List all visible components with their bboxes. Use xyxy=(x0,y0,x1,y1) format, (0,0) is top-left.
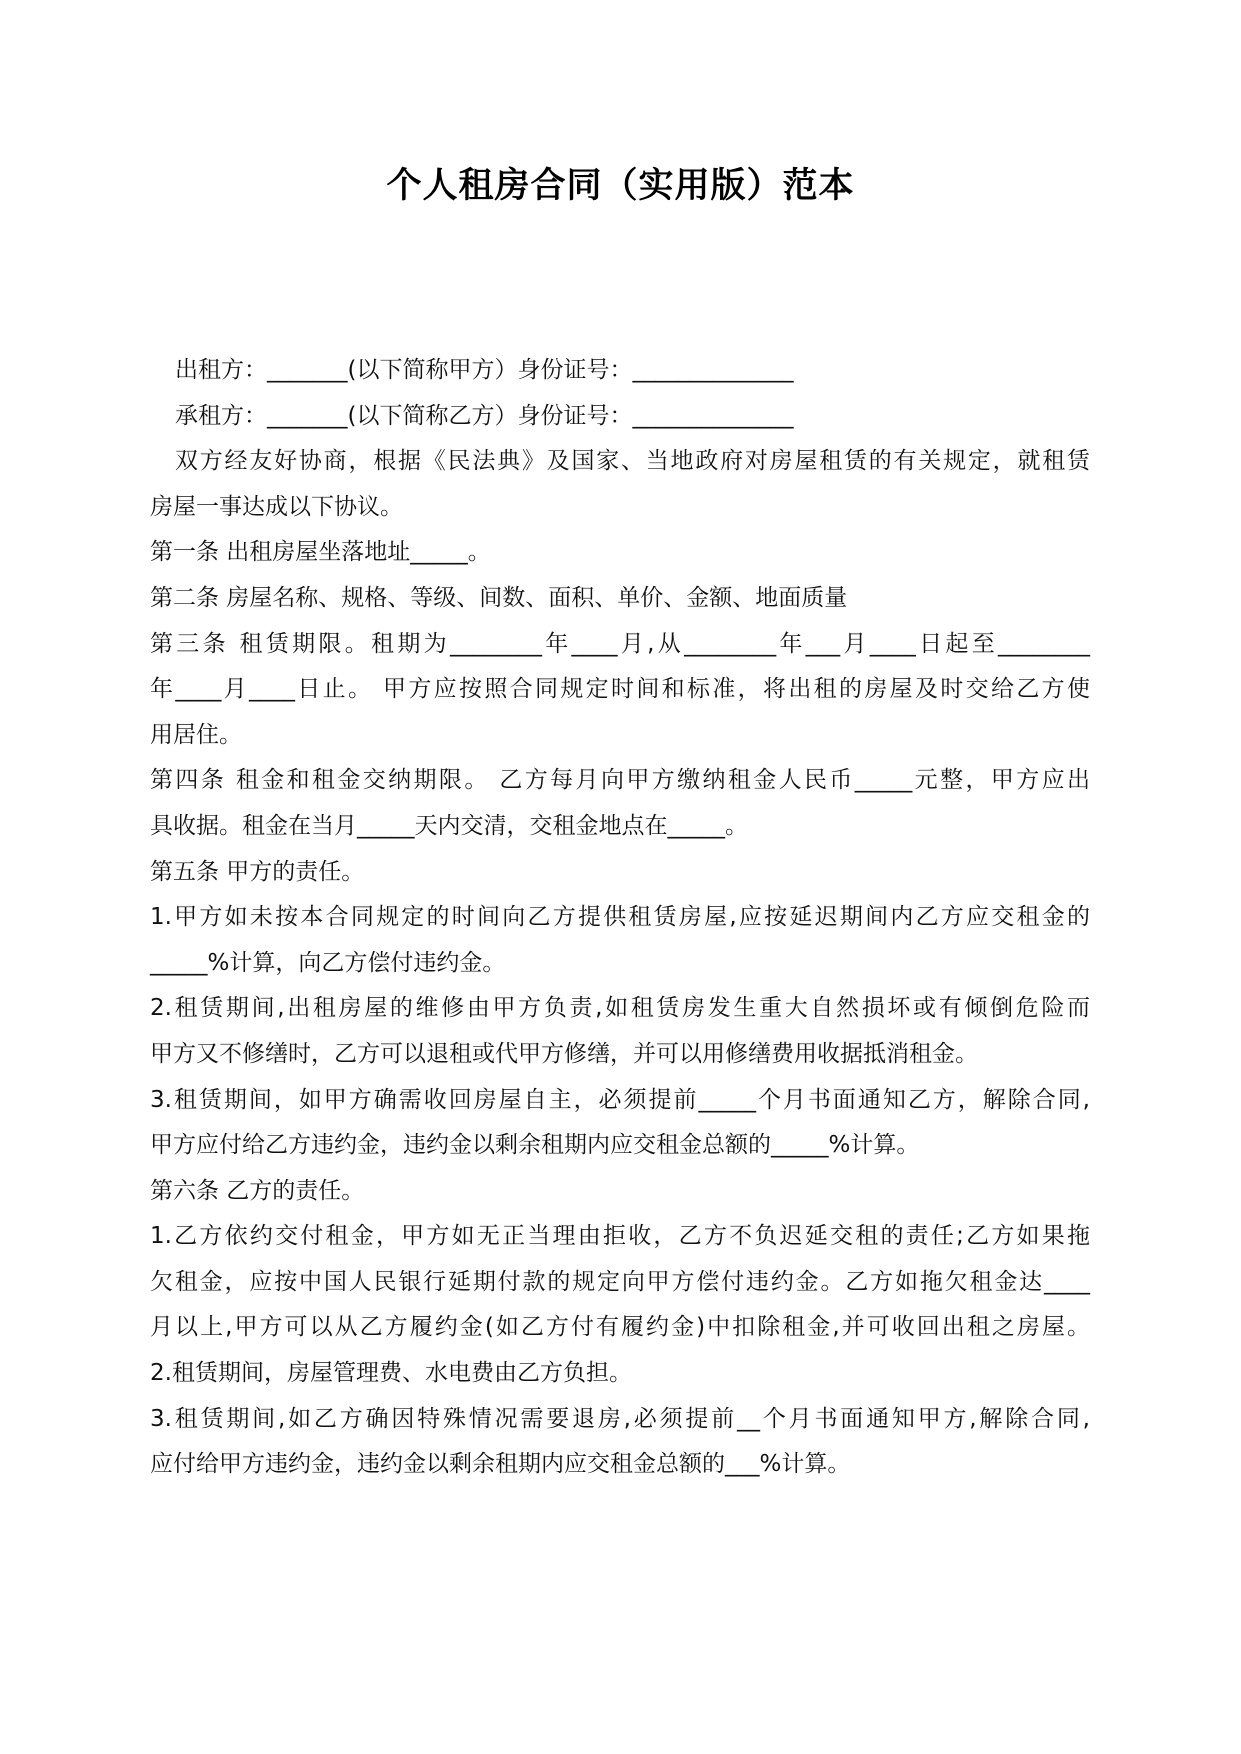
document-line: 1.甲方如未按本合同规定的时间向乙方提供租赁房屋,应按延迟期间内乙方应交租金的 xyxy=(150,904,1090,931)
document-line: 3.租赁期间,如乙方确因特殊情况需要退房,必须提前__个月书面通知甲方,解除合同, xyxy=(150,1405,1090,1432)
document-line: 第四条 租金和租金交纳期限。 乙方每月向甲方缴纳租金人民币_____元整，甲方应出 xyxy=(150,767,1090,794)
document-line: 用居住。 xyxy=(150,721,242,748)
document-line: _____%计算，向乙方偿付违约金。 xyxy=(150,949,506,976)
document-title: 个人租房合同（实用版）范本 xyxy=(386,166,855,206)
document-line: 出租方：_______(以下简称甲方）身份证号：______________ xyxy=(175,357,794,383)
document-line: 欠租金，应按中国人民银行延期付款的规定向甲方偿付违约金。乙方如拖欠租金达____ xyxy=(150,1268,1090,1295)
document-line: 第三条 租赁期限。租期为________年____月,从________年___月____日起至________ xyxy=(150,630,1090,657)
document-line: 甲方应付给乙方违约金，违约金以剩余租期内应交租金总额的_____%计算。 xyxy=(150,1132,920,1159)
document-line: 年____月____日止。 甲方应按照合同规定时间和标准，将出租的房屋及时交给乙方使 xyxy=(150,676,1090,703)
document-line: 2.租赁期间,出租房屋的维修由甲方负责,如租赁房发生重大自然损坏或有倾倒危险而 xyxy=(150,995,1090,1022)
document-line: 应付给甲方违约金，违约金以剩余租期内应交租金总额的___%计算。 xyxy=(150,1451,851,1478)
document-line: 房屋一事达成以下协议。 xyxy=(150,493,403,520)
document-line: 第六条 乙方的责任。 xyxy=(150,1177,365,1204)
document-line: 第二条 房屋名称、规格、等级、间数、面积、单价、金额、地面质量 xyxy=(150,584,848,611)
document-line: 具收据。租金在当月_____天内交清，交租金地点在_____。 xyxy=(150,812,748,839)
document-line: 3.租赁期间，如甲方确需收回房屋自主，必须提前_____个月书面通知乙方，解除合同, xyxy=(150,1086,1090,1113)
document-line: 甲方又不修缮时，乙方可以退租或代甲方修缮，并可以用修缮费用收据抵消租金。 xyxy=(150,1040,978,1067)
document-line: 1.乙方依约交付租金，甲方如无正当理由拒收，乙方不负迟延交租的责任;乙方如果拖 xyxy=(150,1223,1090,1250)
document-line: 承租方：_______(以下简称乙方）身份证号：______________ xyxy=(175,402,794,429)
document-line: 双方经友好协商，根据《民法典》及国家、当地政府对房屋租赁的有关规定，就租赁 xyxy=(175,448,1090,475)
document-line: 第五条 甲方的责任。 xyxy=(150,858,365,885)
document-line: 2.租赁期间，房屋管理费、水电费由乙方负担。 xyxy=(150,1360,632,1387)
document-body xyxy=(150,348,1090,1488)
document-line: 第一条 出租房屋坐落地址_____。 xyxy=(150,539,491,566)
document-line: 月以上,甲方可以从乙方履约金(如乙方付有履约金)中扣除租金,并可收回出租之房屋。 xyxy=(150,1314,1090,1341)
